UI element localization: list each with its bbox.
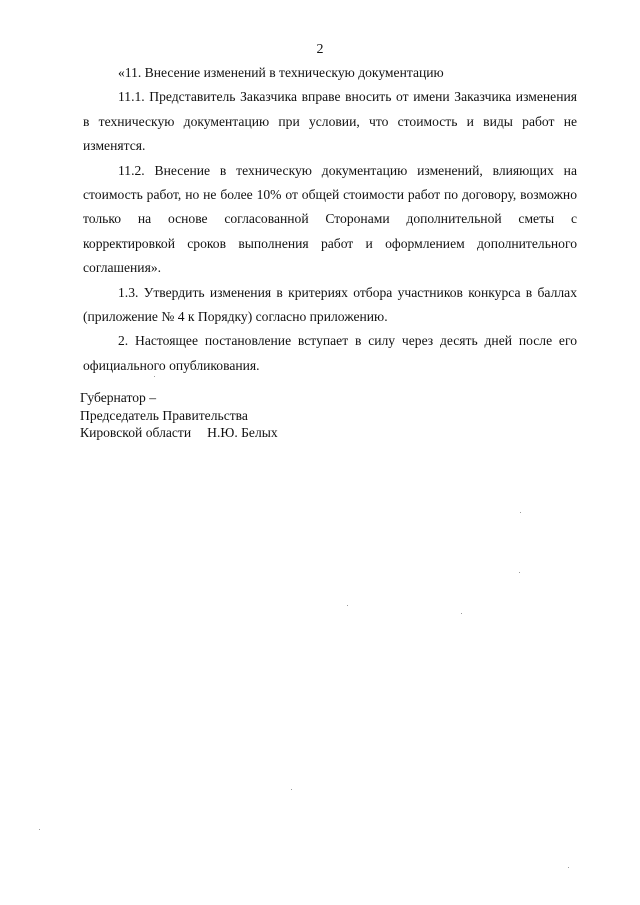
scan-speck — [568, 867, 569, 868]
signatory-name: Н.Ю. Белых — [207, 425, 278, 440]
scan-speck — [461, 613, 462, 614]
paragraph-11-2: 11.2. Внесение в техническую документацию изменений, влияющих на стоимость работ, но не более 10% от общей стоимости работ по договору, возможно только на основе согласованной Сторонами дополнительной сметы с корректировкой сроков выполнения работ и оформлением дополнительного соглашения». — [83, 162, 577, 276]
scan-speck — [520, 512, 521, 513]
document-body — [83, 61, 577, 378]
section-heading-paragraph: «11. Внесение изменений в техническую документацию — [118, 65, 444, 80]
signature-title-line-1: Губернатор – — [80, 390, 157, 405]
scan-speck — [39, 829, 40, 830]
paragraph-1-3: 1.3. Утвердить изменения в критериях отбора участников конкурса в баллах (приложение № 4 к Порядку) согласно приложению. — [83, 284, 577, 325]
paragraph-2: 2. Настоящее постановление вступает в силу через десять дней после его официального опубликования. — [83, 333, 577, 373]
signature-title-line-2: Председатель Правительства — [80, 407, 248, 423]
signature-region: Кировской области — [80, 425, 192, 440]
signature-block — [80, 389, 380, 442]
scan-speck — [519, 572, 520, 573]
scan-speck — [154, 376, 155, 377]
signature-title-line-3 — [80, 424, 380, 442]
paragraph-11-1: 11.1. Представитель Заказчика вправе вносить от имени Заказчика изменения в техническую документацию при условии, что стоимость и виды работ не изменятся. — [83, 89, 577, 154]
scan-speck — [291, 789, 292, 790]
scan-speck — [347, 605, 348, 606]
page-number: 2 — [316, 42, 324, 57]
